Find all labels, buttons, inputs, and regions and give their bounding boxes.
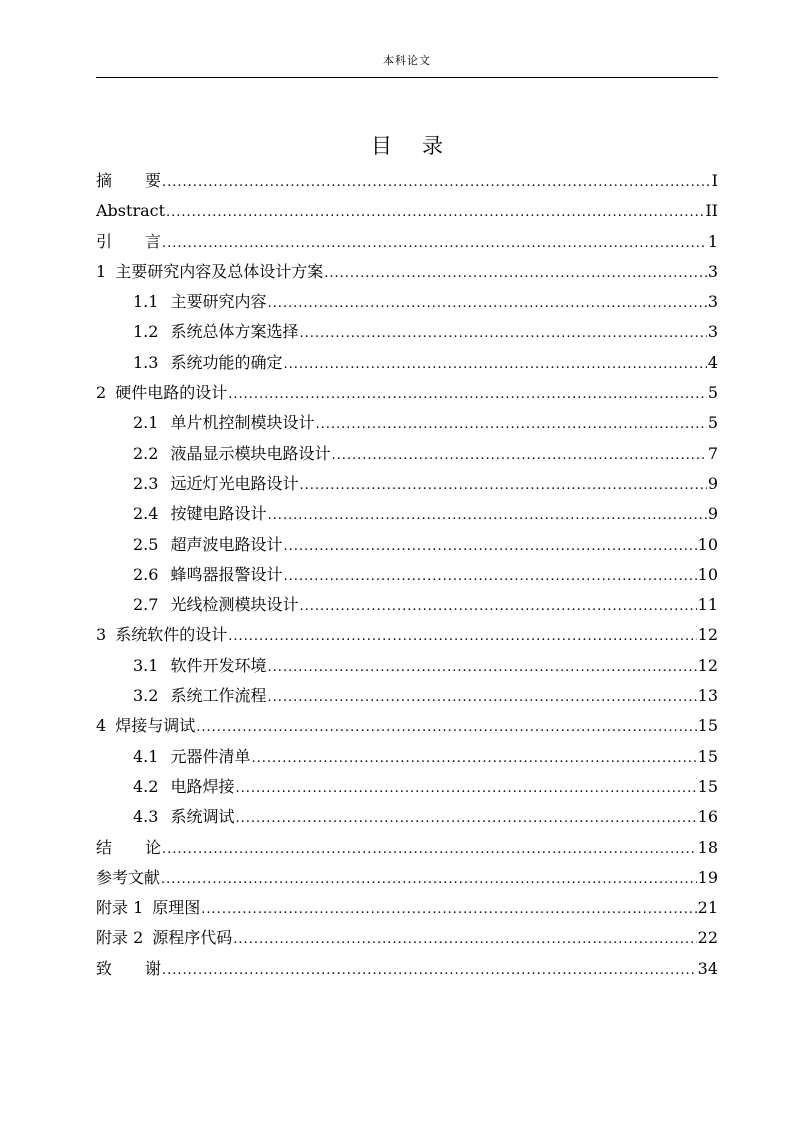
toc-entry-page: I: [711, 171, 718, 190]
toc-entry-label: 摘要: [96, 171, 195, 190]
toc-leader-dots: [162, 833, 697, 865]
toc-entry-number: 1.1: [133, 292, 159, 312]
toc-entry-number: 2: [96, 383, 107, 403]
toc-entry-label: 超声波电路设计: [170, 534, 283, 554]
toc-entry[interactable]: [96, 317, 718, 347]
toc-entry[interactable]: [96, 378, 718, 408]
toc-entry-label: 电路焊接: [170, 776, 235, 796]
toc-leader-dots: [283, 530, 696, 562]
toc-leader-dots: [267, 287, 706, 319]
toc-entry[interactable]: [96, 590, 718, 620]
toc-leader-dots: [196, 711, 696, 743]
toc-leader-dots: [233, 923, 696, 955]
toc-entry-number: 3: [96, 625, 107, 645]
toc-entry-label: 软件开发环境: [170, 655, 267, 675]
toc-entry[interactable]: [96, 530, 718, 560]
toc-entry[interactable]: [96, 560, 718, 590]
toc-leader-dots: [228, 620, 696, 652]
toc-entry[interactable]: [96, 166, 718, 196]
toc-entry-page: 12: [697, 625, 718, 645]
toc-entry-label: 光线检测模块设计: [170, 595, 299, 615]
toc-entry[interactable]: [96, 742, 718, 772]
toc-entry-label: 焊接与调试: [115, 716, 196, 736]
toc-entry-number: 2.1: [133, 413, 159, 433]
toc-entry[interactable]: [96, 681, 718, 711]
toc-entry-page: 21: [697, 898, 718, 918]
toc-entry-label: Abstract: [96, 201, 166, 221]
toc-entry-number: 4.1: [133, 746, 159, 766]
toc-leader-dots: [315, 408, 706, 440]
toc-entry-page: 5: [707, 413, 718, 433]
toc-entry-label: 原理图: [152, 898, 201, 918]
toc-leader-dots: [251, 742, 696, 774]
toc-entry-label: 硬件电路的设计: [115, 383, 228, 403]
toc-entry-page: 7: [707, 443, 718, 463]
toc-entry-number: 4.2: [133, 776, 159, 796]
toc-entry-label: 按键电路设计: [170, 504, 267, 524]
toc-leader-dots: [162, 227, 707, 259]
toc-entry[interactable]: [96, 620, 718, 650]
toc-entry-page: 18: [697, 837, 718, 857]
toc-entry-label: 单片机控制模块设计: [170, 413, 315, 433]
toc-entry-page: 15: [697, 746, 718, 766]
toc-entry-page: 1: [707, 231, 718, 251]
toc-leader-dots: [283, 348, 706, 380]
toc-entry-page: 10: [697, 534, 718, 554]
toc-entry-page: 19: [697, 867, 718, 887]
toc-entry[interactable]: [96, 923, 718, 953]
toc-entry[interactable]: [96, 893, 718, 923]
toc-leader-dots: [235, 772, 696, 804]
toc-entry-number: 2.3: [133, 473, 159, 493]
toc-entry-number: 1.2: [133, 322, 159, 342]
toc-leader-dots: [283, 560, 696, 592]
toc-title: [96, 130, 718, 160]
toc-entry-label: 系统总体方案选择: [170, 322, 299, 342]
toc-entry-label: 主要研究内容及总体设计方案: [115, 261, 324, 281]
toc-leader-dots: [267, 651, 696, 683]
toc-leader-dots: [162, 954, 697, 986]
toc-leader-dots: [324, 257, 707, 289]
toc-entry-page: 9: [707, 473, 718, 493]
toc-entry-label: 系统调试: [170, 807, 235, 827]
toc-entry-page: 13: [697, 686, 718, 706]
toc-entry-label: 引言: [96, 231, 195, 251]
toc-leader-dots: [267, 681, 696, 713]
toc-entry-label: 系统功能的确定: [170, 352, 283, 372]
toc-entry[interactable]: [96, 711, 718, 741]
toc-entry-label: 蜂鸣器报警设计: [170, 564, 283, 584]
toc-entry[interactable]: [96, 287, 718, 317]
toc-entry-page: 5: [707, 383, 718, 403]
toc-leader-dots: [331, 439, 706, 471]
toc-entry-page: 15: [697, 776, 718, 796]
toc-entry-number: 4.3: [133, 807, 159, 827]
toc-entry[interactable]: [96, 833, 718, 863]
toc-title-text: 目录: [371, 134, 473, 158]
toc-entry-page: 3: [707, 292, 718, 312]
toc-entry-page: 16: [697, 807, 718, 827]
toc-entry[interactable]: [96, 257, 718, 287]
toc-entry[interactable]: [96, 348, 718, 378]
toc-entry-number: 2.4: [133, 504, 159, 524]
toc-entry-number: 1.3: [133, 352, 159, 372]
toc-entry-page: 15: [697, 716, 718, 736]
toc-entry-label: 系统工作流程: [170, 686, 267, 706]
toc-entry-number: 3.1: [133, 655, 159, 675]
toc-leader-dots: [299, 590, 696, 622]
toc-entry[interactable]: [96, 408, 718, 438]
toc-entry[interactable]: [96, 954, 718, 984]
toc-entry-number: 1: [96, 261, 107, 281]
toc-entry-page: 3: [707, 261, 718, 281]
toc-entry[interactable]: [96, 772, 718, 802]
toc-entry-number: 4: [96, 716, 107, 736]
toc-entry[interactable]: [96, 227, 718, 257]
toc-entry-label: 源程序代码: [152, 928, 233, 948]
toc-entry[interactable]: [96, 651, 718, 681]
table-of-contents: [96, 166, 718, 984]
header-rule: [96, 77, 718, 78]
toc-entry-page: 12: [697, 655, 718, 675]
toc-entry-label: 结论: [96, 837, 195, 857]
toc-entry-number: 附录 2: [96, 928, 144, 948]
toc-leader-dots: [166, 196, 704, 228]
toc-entry-page: 3: [707, 322, 718, 342]
toc-entry[interactable]: [96, 439, 718, 469]
toc-entry-label: 主要研究内容: [170, 292, 267, 312]
toc-entry[interactable]: [96, 196, 718, 226]
toc-entry-page: 11: [697, 595, 718, 615]
toc-leader-dots: [228, 378, 707, 410]
toc-leader-dots: [161, 863, 697, 895]
toc-entry-label: 远近灯光电路设计: [170, 473, 299, 493]
toc-entry-label: 液晶显示模块电路设计: [170, 443, 331, 463]
toc-leader-dots: [201, 893, 696, 925]
toc-entry-number: 2.7: [133, 595, 159, 615]
toc-leader-dots: [267, 499, 706, 531]
toc-entry-page: 10: [697, 564, 718, 584]
toc-entry-number: 2.5: [133, 534, 159, 554]
toc-entry-label: 参考文献: [96, 867, 161, 887]
toc-entry-number: 3.2: [133, 686, 159, 706]
toc-leader-dots: [235, 802, 696, 834]
toc-entry-page: 22: [697, 928, 718, 948]
toc-leader-dots: [299, 317, 706, 349]
toc-entry-number: 2.2: [133, 443, 159, 463]
toc-entry-label: 元器件清单: [170, 746, 251, 766]
toc-leader-dots: [162, 166, 711, 198]
toc-entry-number: 附录 1: [96, 898, 144, 918]
toc-entry[interactable]: [96, 802, 718, 832]
toc-entry-page: 9: [707, 504, 718, 524]
toc-entry-page: 34: [697, 958, 718, 978]
toc-leader-dots: [299, 469, 706, 501]
toc-entry-page: II: [705, 201, 718, 221]
toc-entry-page: 4: [707, 352, 718, 372]
toc-entry[interactable]: [96, 863, 718, 893]
toc-entry-label: 系统软件的设计: [115, 625, 228, 645]
toc-entry-number: 2.6: [133, 564, 159, 584]
toc-entry[interactable]: [96, 499, 718, 529]
toc-entry-label: 致谢: [96, 958, 195, 978]
toc-entry[interactable]: [96, 469, 718, 499]
page-header: 本科论文: [383, 54, 431, 67]
